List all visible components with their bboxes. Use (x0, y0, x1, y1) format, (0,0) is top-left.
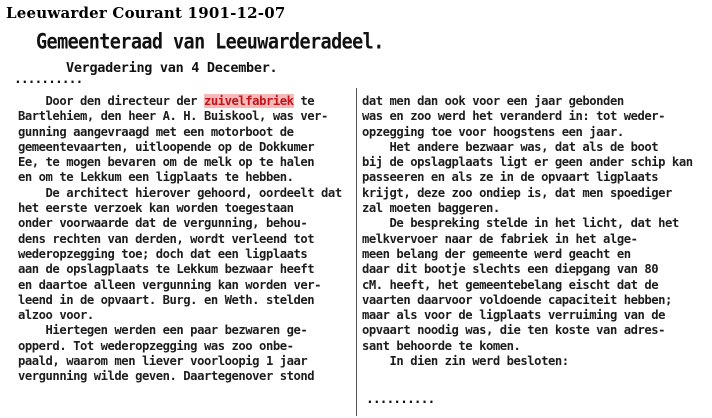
line-text: opzegging toe voor hoogstens een jaar. (362, 124, 624, 139)
separator-dots-top: .......... (14, 72, 83, 87)
line-text: daar dit bootje slechts een diepgang van 80 (362, 262, 659, 277)
text-line (18, 354, 356, 369)
text-line (362, 201, 708, 216)
text-line (18, 125, 356, 140)
article-title: Gemeenteraad van Leeuwarderadeel. (36, 30, 384, 55)
line-text: opperd. Tot wederopzegging was zoo onbe- (18, 338, 294, 353)
text-line (18, 278, 356, 293)
text-line (18, 109, 356, 124)
line-text: melkvervoer naar de fabriek in het alge- (362, 231, 638, 246)
line-text: en om te Lekkum een ligplaats te hebben. (18, 170, 294, 185)
highlighted-search-term: zuivelfabriek (203, 94, 294, 108)
line-text: passeeren en als ze in de opvaart ligplaats (362, 170, 659, 185)
line-text: en daartoe alleen vergunning kan worden ver- (18, 277, 322, 292)
text-line (18, 262, 356, 277)
article-subtitle: Vergadering van 4 December. (66, 60, 278, 76)
text-line (18, 308, 356, 323)
newspaper-masthead: Leeuwarder Courant 1901-12-07 (6, 4, 286, 22)
text-line (18, 201, 356, 216)
line-text: gemeentevaarten, uitloopende op de Dokkumer (18, 139, 315, 154)
text-line (18, 339, 356, 354)
text-line (362, 94, 708, 109)
line-text: vaarten daarvoor voldoende capaciteit hebben; (362, 292, 672, 307)
text-line (362, 140, 708, 155)
text-line (362, 109, 708, 124)
text-line (18, 323, 356, 338)
line-text: sant behoorde te komen. (362, 338, 521, 353)
line-text: krijgt, deze zoo ondiep is, dat men spoediger (362, 185, 672, 200)
text-line (18, 293, 356, 308)
text-line (362, 354, 708, 369)
text-line (362, 247, 708, 262)
text-line (362, 293, 708, 308)
text-line (362, 308, 708, 323)
line-text: onder voorwaarde dat de vergunning, behou- (18, 216, 308, 231)
text-line (362, 186, 708, 201)
line-text: Hiertegen werden een paar bezwaren ge- (18, 323, 308, 338)
line-text: dens rechten van derden, wordt verleend tot (18, 231, 315, 246)
line-text: gunning aangevraagd met een motorboot de (18, 124, 294, 139)
line-text: zal moeten baggeren. (362, 201, 500, 216)
text-line (362, 170, 708, 185)
line-text: opvaart noodig was, die ten koste van adres- (362, 323, 666, 338)
line-text: Het andere bezwaar was, dat als de boot (362, 139, 659, 154)
line-text: wederopzegging toe; doch dat een ligplaats (18, 246, 308, 261)
text-line (18, 170, 356, 185)
line-text: leend in de opvaart. Burg. en Weth. stelden (18, 292, 315, 307)
line-text: paald, waarom men liever voorloopig 1 jaar (18, 354, 308, 369)
text-line (362, 125, 708, 140)
line-text: De bespreking stelde in het licht, dat het (362, 216, 679, 231)
text-line (362, 216, 708, 231)
article-column-left (18, 94, 356, 385)
text-line (18, 186, 356, 201)
line-text: Bartlehiem, den heer A. H. Buiskool, was ver- (18, 109, 328, 124)
text-line (362, 278, 708, 293)
line-text: alzoo voor. (18, 308, 94, 323)
text-line (18, 155, 356, 170)
line-text: was en zoo werd het veranderd in: tot weder- (362, 109, 666, 124)
column-divider (356, 88, 357, 416)
line-text: meen belang der gemeente werd geacht en (362, 246, 631, 261)
text-line (362, 155, 708, 170)
line-text: Ee, te mogen bevaren om de melk op te halen (18, 155, 315, 170)
line-text: vergunning wilde geven. Daartegenover stond (18, 369, 315, 384)
separator-dots-bottom: .......... (366, 392, 435, 407)
line-text: De architect hierover gehoord, oordeelt dat (18, 185, 342, 200)
text-line (362, 323, 708, 338)
text-line (18, 94, 356, 109)
line-text: aan de opslagplaats te Lekkum bezwaar heeft (18, 262, 315, 277)
line-text: dat men dan ook voor een jaar gebonden (362, 94, 624, 108)
line-text: het eerste verzoek kan worden toegestaan (18, 201, 294, 216)
text-line (362, 262, 708, 277)
line-text: In dien zin werd besloten: (362, 354, 569, 369)
line-text: Door den directeur der (18, 94, 204, 108)
line-text: cM. heeft, het gemeentebelang eischt dat de (362, 277, 659, 292)
text-line (18, 140, 356, 155)
line-text-after: te (293, 94, 315, 108)
article-column-right (362, 94, 708, 369)
line-text: bij de opslagplaats ligt er geen ander schip kan (362, 155, 693, 170)
text-line (18, 369, 356, 384)
text-line (362, 339, 708, 354)
text-line (362, 232, 708, 247)
text-line (18, 232, 356, 247)
text-line (18, 216, 356, 231)
line-text: maar als voor de ligplaats verruiming van de (362, 308, 666, 323)
text-line (18, 247, 356, 262)
